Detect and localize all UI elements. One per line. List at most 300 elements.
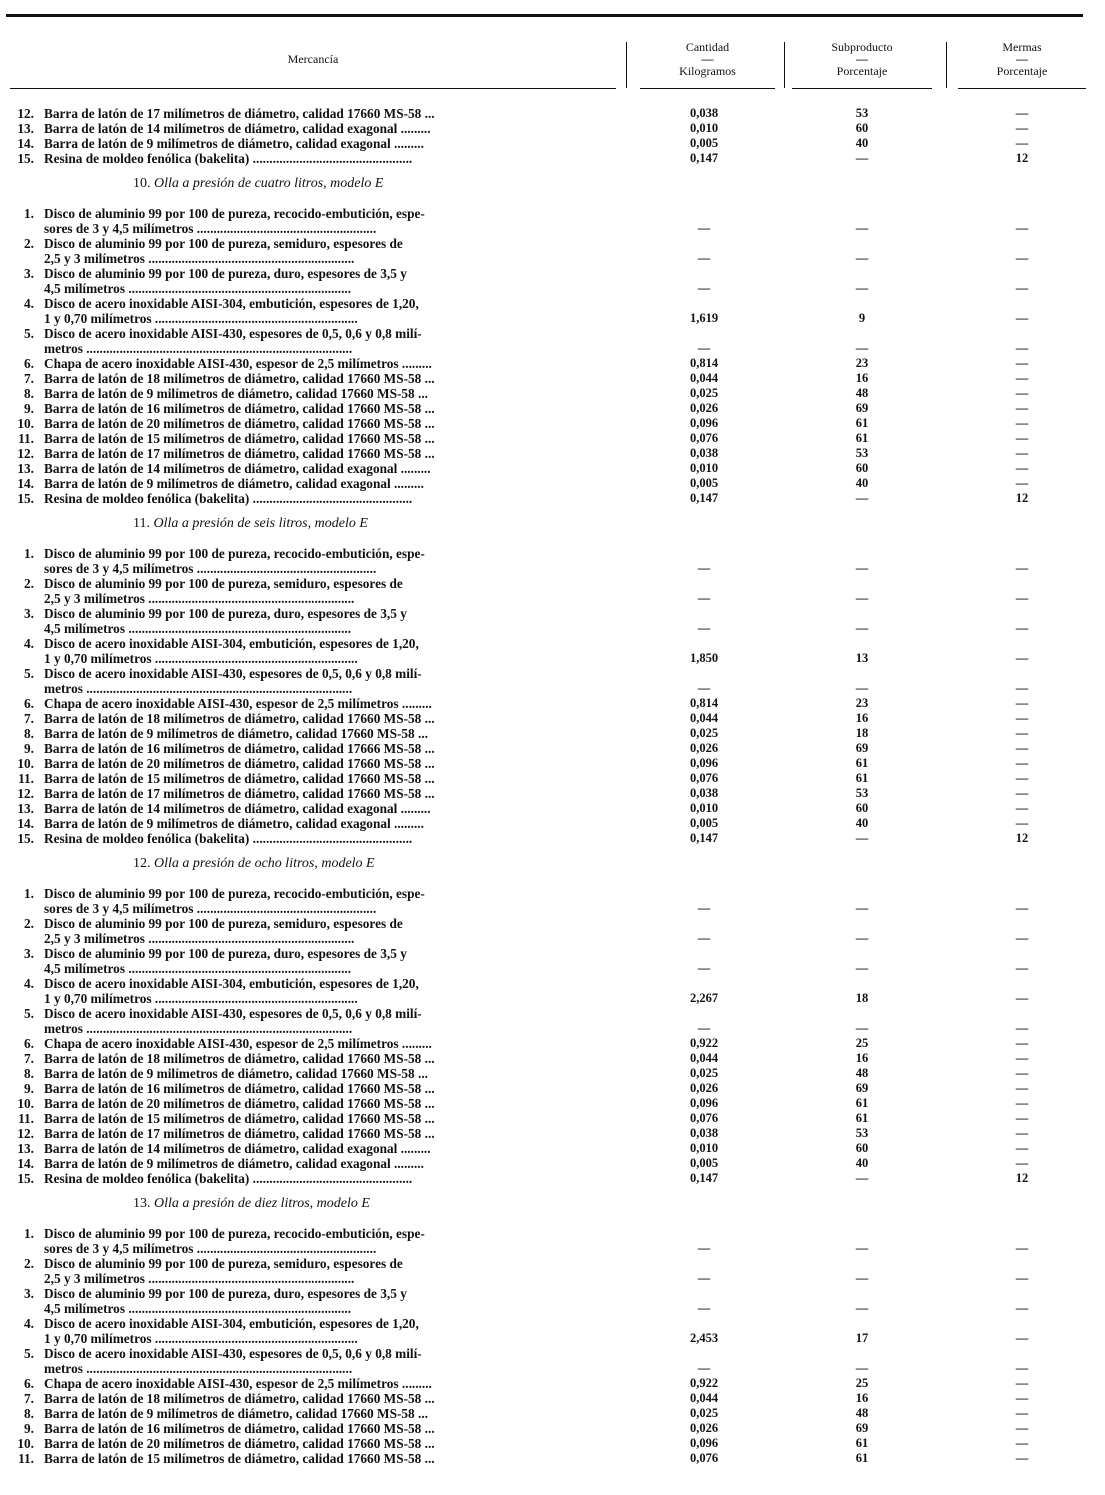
table-row [8,606,1090,621]
item-description: sores de 3 y 4,5 milímetros ...................................................... [44,221,377,236]
table-row [8,621,1090,636]
item-description: Disco de aluminio 99 por 100 de pureza, semiduro, espesores de [44,916,403,931]
header-cantidad-unit: Kilogramos [679,64,736,78]
table-row [8,221,1090,236]
table-row [8,1436,1090,1451]
section-heading-number: 11. [133,516,150,531]
cantidad-cell: — [697,281,711,295]
mermas-cell: — [1015,991,1029,1005]
cantidad-cell: 0,147 [689,1171,719,1185]
header-rule [10,88,616,89]
item-description: Barra de latón de 20 milímetros de diámetro, calidad 17660 MS-58 ... [44,1436,435,1451]
item-description: Barra de latón de 18 milímetros de diámetro, calidad 17660 MS-58 ... [44,371,435,386]
table-row [8,206,1090,221]
item-number: 15. [17,491,34,506]
item-number: 14. [17,136,34,151]
section-heading-title: Olla a presión de diez litros, modelo E [154,1196,370,1211]
item-description: metros ................................................................................ [44,341,353,356]
mermas-cell: — [1015,1081,1029,1095]
cantidad-cell: 0,076 [689,431,719,445]
mermas-cell: — [1015,341,1029,355]
subproducto-cell: — [855,681,869,695]
table-row [8,561,1090,576]
table-row [8,326,1090,341]
item-number: 8. [24,1406,34,1421]
item-number: 5. [24,666,34,681]
subproducto-cell: — [855,1271,869,1285]
section-heading-number: 12. [133,856,151,871]
section-heading-title: Olla a presión de seis litros, modelo E [153,516,368,531]
item-description: Disco de aluminio 99 por 100 de pureza, duro, espesores de 3,5 y [44,266,407,281]
item-number: 1. [24,546,34,561]
subproducto-cell: 48 [855,1406,869,1420]
table-row [8,431,1090,446]
cantidad-cell: — [697,931,711,945]
subproducto-cell: 48 [855,386,869,400]
mermas-cell: — [1015,696,1029,710]
cantidad-cell: 0,026 [689,1421,719,1435]
table-row [8,1156,1090,1171]
item-description: Barra de latón de 15 milímetros de diámetro, calidad 17660 MS-58 ... [44,1451,435,1466]
item-description: Barra de latón de 16 milímetros de diámetro, calidad 17666 MS-58 ... [44,741,435,756]
item-number: 12. [17,106,34,121]
mermas-cell: — [1015,771,1029,785]
table-row [8,651,1090,666]
header-mercancia-label: Mercancía [287,52,339,66]
item-number: 11. [18,431,34,446]
subproducto-cell: 40 [855,476,869,490]
table-row [8,696,1090,711]
item-number: 10. [17,416,34,431]
item-number: 1. [24,206,34,221]
item-description: Chapa de acero inoxidable AISI-430, espesor de 2,5 milímetros ......... [44,696,432,711]
table-row [8,1171,1090,1186]
table-row [8,961,1090,976]
item-number: 3. [24,266,34,281]
cantidad-cell: 0,038 [689,1126,719,1140]
cantidad-cell: 2,453 [689,1331,719,1345]
mermas-cell: — [1015,1421,1029,1435]
subproducto-cell: 16 [855,1391,869,1405]
table-row [8,636,1090,651]
item-description: 1 y 0,70 milímetros ............................................................. [44,311,358,326]
subproducto-cell: — [855,491,869,505]
subproducto-cell: 40 [855,816,869,830]
item-description: Barra de latón de 16 milímetros de diámetro, calidad 17660 MS-58 ... [44,1421,435,1436]
item-number: 6. [24,1036,34,1051]
header-cantidad-label: Cantidad [685,40,730,54]
item-description: Barra de latón de 15 milímetros de diámetro, calidad 17660 MS-58 ... [44,771,435,786]
subproducto-cell: — [855,151,869,165]
table-row [8,1301,1090,1316]
table-row [8,946,1090,961]
cantidad-cell: 0,010 [689,1141,719,1155]
item-number: 8. [24,726,34,741]
cantidad-cell: 0,038 [689,786,719,800]
item-number: 3. [24,606,34,621]
item-number: 14. [17,816,34,831]
subproducto-cell: — [855,1301,869,1315]
item-description: Barra de latón de 18 milímetros de diámetro, calidad 17660 MS-58 ... [44,711,435,726]
item-number: 11. [18,1451,34,1466]
item-description: Barra de latón de 9 milímetros de diámetro, calidad exagonal ......... [44,816,424,831]
table-row [8,401,1090,416]
mermas-cell: — [1015,1141,1029,1155]
table-row [8,1051,1090,1066]
cantidad-cell: 0,038 [689,106,719,120]
cantidad-cell: 0,026 [689,741,719,755]
mermas-cell: — [1015,1156,1029,1170]
item-number: 13. [17,1141,34,1156]
mermas-cell: — [1015,401,1029,415]
item-description: Disco de acero inoxidable AISI-304, embutición, espesores de 1,20, [44,976,419,991]
item-description: sores de 3 y 4,5 milímetros ...................................................... [44,1241,377,1256]
table-row [8,296,1090,311]
mermas-cell: — [1015,476,1029,490]
subproducto-cell: 25 [855,1376,869,1390]
table-row [8,1141,1090,1156]
mermas-cell: 12 [1015,491,1029,505]
item-number: 7. [24,371,34,386]
cantidad-cell: 0,026 [689,401,719,415]
item-description: Barra de latón de 16 milímetros de diámetro, calidad 17660 MS-58 ... [44,401,435,416]
mermas-cell: — [1015,136,1029,150]
table-row [8,341,1090,356]
cantidad-cell: 0,025 [689,386,719,400]
mermas-cell: — [1015,961,1029,975]
cantidad-cell: — [697,561,711,575]
mermas-cell: — [1015,1111,1029,1125]
table-row [8,916,1090,931]
table-row [8,106,1090,121]
cantidad-cell: 0,076 [689,1111,719,1125]
mermas-cell: — [1015,756,1029,770]
table-row [8,711,1090,726]
section-heading [8,1186,1090,1226]
table-row [8,681,1090,696]
table-row [8,666,1090,681]
cantidad-cell: 0,025 [689,726,719,740]
section-heading-text [133,516,368,532]
item-description: 4,5 milímetros ................................................................... [44,281,352,296]
mermas-cell: — [1015,1376,1029,1390]
item-number: 2. [24,1256,34,1271]
table-row [8,1126,1090,1141]
table-row [8,801,1090,816]
item-description: Disco de acero inoxidable AISI-430, espesores de 0,5, 0,6 y 0,8 milí- [44,1346,422,1361]
item-description: Barra de latón de 15 milímetros de diámetro, calidad 17660 MS-58 ... [44,431,435,446]
item-description: Disco de aluminio 99 por 100 de pureza, semiduro, espesores de [44,1256,403,1271]
column-divider [946,42,947,88]
table-row [8,576,1090,591]
cantidad-cell: 0,025 [689,1066,719,1080]
subproducto-cell: 16 [855,371,869,385]
mermas-cell: — [1015,1331,1029,1345]
section-heading-number: 13. [133,1196,151,1211]
item-description: Chapa de acero inoxidable AISI-430, espesor de 2,5 milímetros ......... [44,356,432,371]
item-description: metros ................................................................................ [44,1021,353,1036]
cantidad-cell: 0,147 [689,491,719,505]
table-row [8,236,1090,251]
item-number: 2. [24,236,34,251]
table-row [8,1081,1090,1096]
item-number: 14. [17,1156,34,1171]
item-description: Chapa de acero inoxidable AISI-430, espesor de 2,5 milímetros ......... [44,1036,432,1051]
item-description: Barra de latón de 9 milímetros de diámetro, calidad 17660 MS-58 ... [44,726,428,741]
item-number: 10. [17,1096,34,1111]
subproducto-cell: 60 [855,801,869,815]
mermas-cell: — [1015,801,1029,815]
table-row [8,1021,1090,1036]
cantidad-cell: 0,076 [689,771,719,785]
subproducto-cell: 53 [855,446,869,460]
item-number: 15. [17,831,34,846]
table-row [8,1361,1090,1376]
item-number: 15. [17,1171,34,1186]
item-description: Disco de acero inoxidable AISI-430, espesores de 0,5, 0,6 y 0,8 milí- [44,326,422,341]
item-description: Disco de aluminio 99 por 100 de pureza, recocido-embutición, espe- [44,206,425,221]
section-heading [8,506,1090,546]
table-row [8,886,1090,901]
table-row [8,1226,1090,1241]
subproducto-cell: — [855,341,869,355]
subproducto-cell: — [855,251,869,265]
subproducto-cell: 61 [855,1451,869,1465]
subproducto-cell: 53 [855,1126,869,1140]
item-description: Disco de acero inoxidable AISI-304, embutición, espesores de 1,20, [44,636,419,651]
subproducto-cell: 17 [855,1331,869,1345]
subproducto-cell: 61 [855,1096,869,1110]
mermas-cell: — [1015,251,1029,265]
mermas-cell: 12 [1015,151,1029,165]
table-row [8,1421,1090,1436]
item-description: 1 y 0,70 milímetros ............................................................. [44,991,358,1006]
mermas-cell: — [1015,121,1029,135]
header-rule [958,88,1086,89]
item-description: Disco de aluminio 99 por 100 de pureza, duro, espesores de 3,5 y [44,606,407,621]
subproducto-cell: 69 [855,1421,869,1435]
item-number: 3. [24,946,34,961]
subproducto-cell: 25 [855,1036,869,1050]
cantidad-cell: — [697,221,711,235]
item-number: 6. [24,356,34,371]
mermas-cell: — [1015,1361,1029,1375]
item-description: 4,5 milímetros ................................................................... [44,621,352,636]
item-description: Barra de latón de 20 milímetros de diámetro, calidad 17660 MS-58 ... [44,416,435,431]
cantidad-cell: 0,044 [689,1051,719,1065]
item-description: Barra de latón de 17 milímetros de diámetro, calidad 17660 MS-58 ... [44,446,435,461]
cantidad-cell: 0,005 [689,816,719,830]
cantidad-cell: — [697,901,711,915]
table-row [8,281,1090,296]
subproducto-cell: 60 [855,1141,869,1155]
mermas-cell: — [1015,786,1029,800]
cantidad-cell: — [697,621,711,635]
header-subproducto-label: Subproducto [831,40,893,54]
subproducto-cell: — [855,621,869,635]
mermas-cell: — [1015,446,1029,460]
mermas-cell: — [1015,651,1029,665]
table-row [8,416,1090,431]
item-number: 4. [24,1316,34,1331]
subproducto-cell: 48 [855,1066,869,1080]
subproducto-cell: 23 [855,356,869,370]
header-cantidad [640,40,775,78]
item-description: metros ................................................................................ [44,681,353,696]
mermas-cell: — [1015,386,1029,400]
header-mermas-label: Mermas [1002,40,1042,54]
header-rule [792,88,932,89]
item-number: 13. [17,121,34,136]
table-row [8,1111,1090,1126]
subproducto-cell: 23 [855,696,869,710]
subproducto-cell: 16 [855,1051,869,1065]
cantidad-cell: 0,010 [689,461,719,475]
table-row [8,976,1090,991]
subproducto-cell: — [855,1171,869,1185]
item-number: 11. [18,771,34,786]
subproducto-cell: 61 [855,1436,869,1450]
mermas-cell: — [1015,1451,1029,1465]
item-description: Barra de latón de 14 milímetros de diámetro, calidad exagonal ......... [44,1141,431,1156]
mermas-cell: — [1015,1436,1029,1450]
subproducto-cell: — [855,901,869,915]
item-description: Barra de latón de 18 milímetros de diámetro, calidad 17660 MS-58 ... [44,1391,435,1406]
subproducto-cell: 61 [855,1111,869,1125]
cantidad-cell: 1,619 [689,311,719,325]
subproducto-cell: 69 [855,741,869,755]
mermas-cell: — [1015,281,1029,295]
subproducto-cell: — [855,1361,869,1375]
top-rule [6,14,1083,17]
header-mermas-dash: — [1016,52,1028,66]
item-number: 1. [24,1226,34,1241]
table-row [8,901,1090,916]
item-number: 10. [17,1436,34,1451]
section-heading [8,166,1090,206]
item-description: Barra de latón de 14 milímetros de diámetro, calidad exagonal ......... [44,121,431,136]
item-number: 14. [17,476,34,491]
cantidad-cell: — [697,681,711,695]
item-number: 4. [24,296,34,311]
table-row [8,771,1090,786]
cantidad-cell: 0,044 [689,711,719,725]
mermas-cell: — [1015,1241,1029,1255]
table-body [8,106,1090,1466]
subproducto-cell: — [855,561,869,575]
subproducto-cell: — [855,931,869,945]
subproducto-cell: 60 [855,121,869,135]
cantidad-cell: 0,076 [689,1451,719,1465]
header-subproducto-unit: Porcentaje [836,64,888,78]
table-row [8,121,1090,136]
table-row [8,491,1090,506]
item-number: 9. [24,741,34,756]
cantidad-cell: 0,147 [689,151,719,165]
cantidad-cell: 0,026 [689,1081,719,1095]
table-row [8,1271,1090,1286]
mermas-cell: — [1015,106,1029,120]
mermas-cell: — [1015,1036,1029,1050]
mermas-cell: — [1015,416,1029,430]
cantidad-cell: — [697,1021,711,1035]
cantidad-cell: 0,044 [689,371,719,385]
header-mercancia [10,52,616,66]
item-description: Disco de aluminio 99 por 100 de pureza, semiduro, espesores de [44,236,403,251]
item-number: 5. [24,326,34,341]
item-description: metros ................................................................................ [44,1361,353,1376]
item-description: Barra de latón de 16 milímetros de diámetro, calidad 17660 MS-58 ... [44,1081,435,1096]
cantidad-cell: 0,814 [689,356,719,370]
table-row [8,1066,1090,1081]
item-number: 1. [24,886,34,901]
table-row [8,931,1090,946]
subproducto-cell: — [855,591,869,605]
header-cantidad-dash: — [701,52,714,66]
item-description: Barra de latón de 9 milímetros de diámetro, calidad exagonal ......... [44,1156,424,1171]
mermas-cell: — [1015,1391,1029,1405]
table-row [8,1006,1090,1021]
cantidad-cell: 0,922 [689,1376,719,1390]
item-description: Barra de latón de 15 milímetros de diámetro, calidad 17660 MS-58 ... [44,1111,435,1126]
item-description: 2,5 y 3 milímetros .............................................................. [44,931,355,946]
cantidad-cell: 0,005 [689,136,719,150]
mermas-cell: — [1015,356,1029,370]
subproducto-cell: 53 [855,106,869,120]
item-number: 9. [24,1081,34,1096]
cantidad-cell: — [697,251,711,265]
mermas-cell: — [1015,371,1029,385]
item-description: sores de 3 y 4,5 milímetros ...................................................... [44,901,377,916]
table-row [8,446,1090,461]
mermas-cell: — [1015,1021,1029,1035]
cantidad-cell: 1,850 [689,651,719,665]
table-row [8,386,1090,401]
cantidad-cell: 0,096 [689,416,719,430]
table-row [8,356,1090,371]
mermas-cell: — [1015,591,1029,605]
header-subproducto [792,40,932,78]
item-number: 5. [24,1006,34,1021]
item-number: 4. [24,636,34,651]
cantidad-cell: 0,010 [689,121,719,135]
table-row [8,741,1090,756]
item-number: 13. [17,801,34,816]
item-number: 6. [24,1376,34,1391]
item-number: 13. [17,461,34,476]
item-description: Disco de acero inoxidable AISI-304, embutición, espesores de 1,20, [44,1316,419,1331]
header-mermas [958,40,1086,78]
table-row [8,816,1090,831]
item-description: Barra de latón de 9 milímetros de diámetro, calidad exagonal ......... [44,476,424,491]
item-description: Disco de aluminio 99 por 100 de pureza, recocido-embutición, espe- [44,1226,425,1241]
mermas-cell: — [1015,681,1029,695]
header-subproducto-dash: — [856,52,868,66]
mermas-cell: 12 [1015,1171,1029,1185]
subproducto-cell: 69 [855,401,869,415]
item-number: 10. [17,756,34,771]
item-number: 6. [24,696,34,711]
table-row [8,1256,1090,1271]
mermas-cell: — [1015,221,1029,235]
section-heading-text [133,856,375,872]
item-number: 2. [24,576,34,591]
cantidad-cell: 0,096 [689,1436,719,1450]
mermas-cell: — [1015,901,1029,915]
table-row [8,1096,1090,1111]
table-row [8,786,1090,801]
subproducto-cell: — [855,221,869,235]
